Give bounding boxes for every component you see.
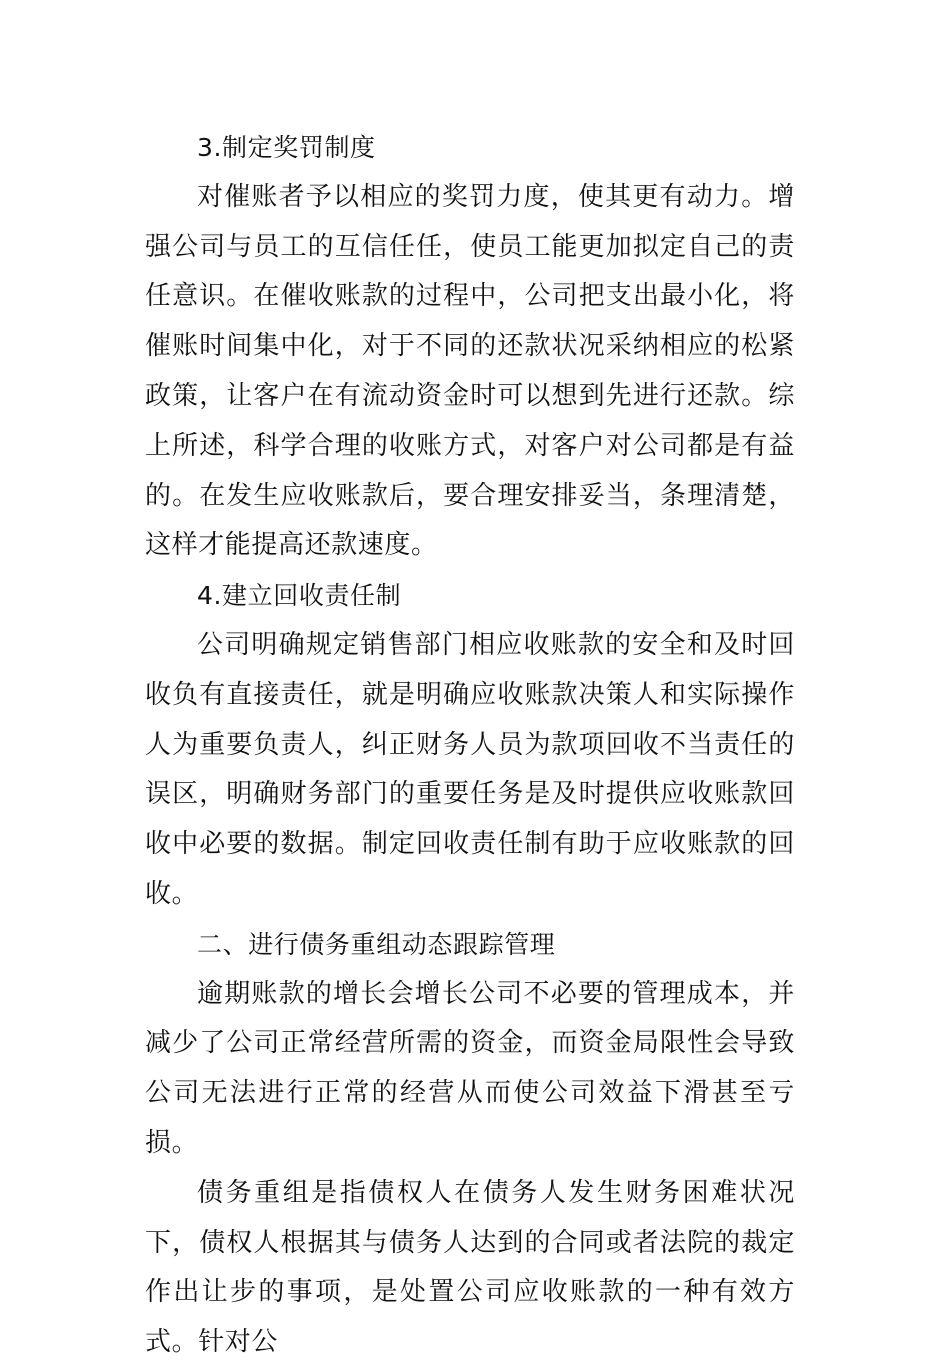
section-heading-responsibility: 4.建立回收责任制 — [197, 581, 402, 611]
paragraph-reward-penalty: 对催账者予以相应的奖罚力度，使其更有动力。增强公司与员工的互信任任，使员工能更加拟定自己的责任意识。在催收账款的过程中，公司把支出最小化，将催账时间集中化，对于不同的还款状况采纳相应的松紧政策，让客户在有流动资金时可以想到先进行还款。综上所述，科学合理的收账方式，对客户对公司都是有益的。在发生应收账款后，要合理安排妥当，条理清楚，这样才能提高还款速度。 — [145, 181, 795, 561]
document-body — [145, 123, 795, 1368]
section-heading-debt-restructuring: 二、进行债务重组动态跟踪管理 — [197, 929, 556, 959]
paragraph-overdue-accounts: 逾期账款的增长会增长公司不必要的管理成本，并减少了公司正常经营所需的资金，而资金局限性会导致公司无法进行正常的经营从而使公司效益下滑甚至亏损。 — [145, 978, 795, 1158]
paragraph-responsibility: 公司明确规定销售部门相应收账款的安全和及时回收负有直接责任，就是明确应收账款决策人和实际操作人为重要负责人，纠正财务人员为款项回收不当责任的误区，明确财务部门的重要任务是及时提供应收账款回收中必要的数据。制定回收责任制有助于应收账款的回收。 — [145, 629, 795, 909]
paragraph-debt-restructuring: 债务重组是指债权人在债务人发生财务困难状况下，债权人根据其与债务人达到的合同或者法院的裁定作出让步的事项，是处置公司应收账款的一种有效方式。针对公 — [145, 1177, 795, 1358]
section-heading-reward-penalty: 3.制定奖罚制度 — [197, 133, 376, 162]
